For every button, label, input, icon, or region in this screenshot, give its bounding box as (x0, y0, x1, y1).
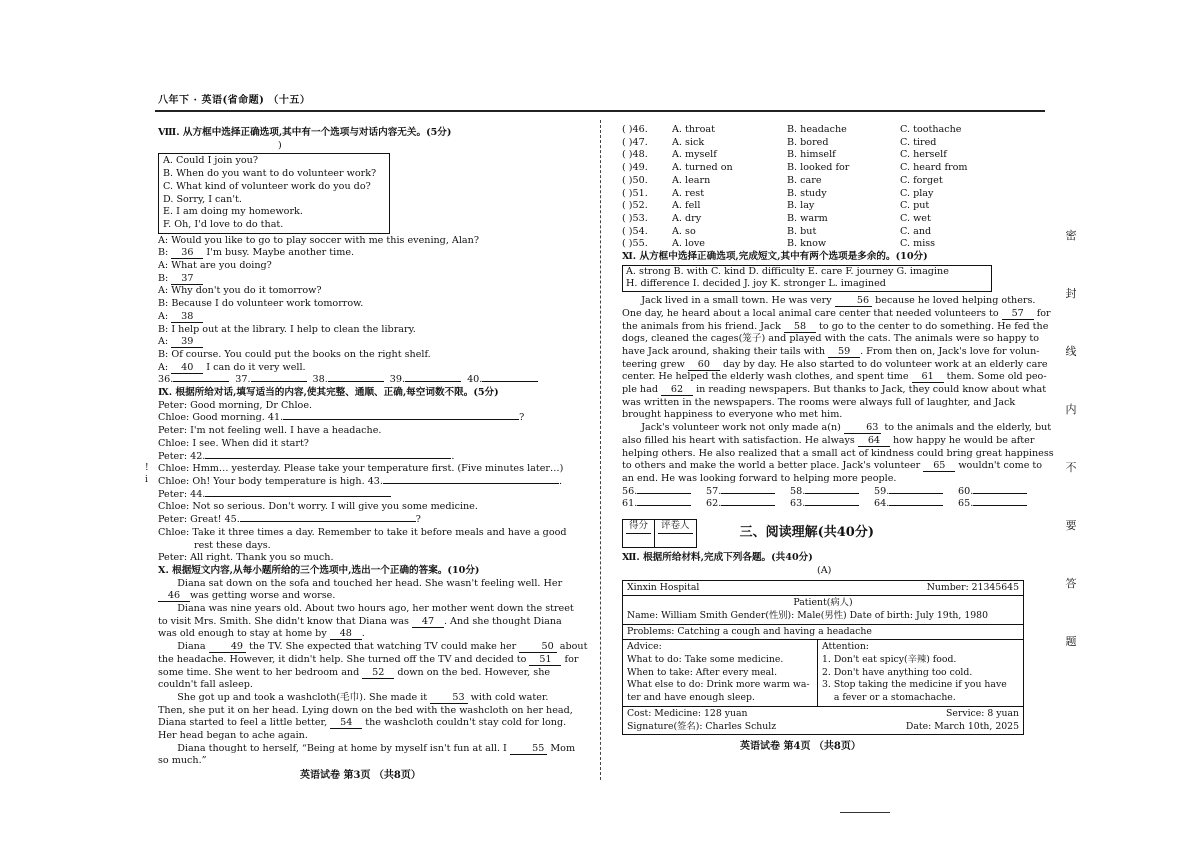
option-a: A. Could I join you? (163, 155, 258, 167)
blank-62[interactable]: 62 (661, 384, 693, 396)
choice-option[interactable]: C. toothache (900, 124, 962, 135)
choice-option[interactable]: B. looked for (787, 162, 850, 174)
section-8-paren: ) (278, 139, 282, 151)
option-b: B. When do you want to do volunteer work? (163, 168, 377, 180)
passage-line: have Jack around, shaking their tails with 59 . From then on, Jack's love for volun- (622, 345, 1040, 357)
blank-47[interactable]: 47 (412, 616, 444, 628)
answer-blank[interactable] (805, 493, 859, 494)
choice-row (622, 124, 1046, 137)
passage-line: Diana was nine years old. About two hours ago, her mother went down the street (177, 603, 574, 615)
answer-blank[interactable] (805, 505, 859, 506)
blank-64[interactable]: 64 (858, 435, 890, 447)
passage-line: was old enough to stay at home by 48 . (158, 628, 365, 640)
answer-blank[interactable] (637, 505, 691, 506)
header-rule (155, 110, 1045, 112)
grader-cell[interactable] (658, 534, 693, 547)
attention-title: Attention: (822, 641, 869, 653)
dialog-line: Peter: All right. Thank you so much. (158, 552, 334, 564)
answer-blank[interactable] (721, 505, 775, 506)
advice-title: Advice: (627, 641, 662, 653)
blank-38[interactable]: 38 (171, 311, 203, 323)
blank-46[interactable]: 46 (158, 590, 190, 602)
footer-rule (840, 812, 890, 813)
choice-option[interactable]: C. and (900, 225, 932, 237)
dialog-line: B: 37 (158, 273, 590, 286)
seal-char: 内 (1065, 403, 1077, 416)
choice-option[interactable]: C. miss (900, 238, 936, 250)
choice-option[interactable]: A. turned on (672, 162, 733, 174)
section-10-title: Ⅹ. 根据短文内容,从每小题所给的三个选项中,选出一个正确的答案。(10分) (158, 564, 480, 576)
passage-line: couldn't fall asleep. (158, 679, 253, 691)
passage-line: Diana sat down on the sofa and touched her head. She wasn't feeling well. Her (177, 577, 563, 589)
choice-row (622, 200, 1046, 213)
advice-line: When to take: After every meal. (627, 666, 778, 678)
dialog-line: Peter: I'm not feeling well. I have a headache. (158, 425, 382, 437)
dialog-line: A: Why don't you do it tomorrow? (158, 285, 322, 297)
answer-blank[interactable] (889, 493, 943, 494)
choice-option[interactable]: A. love (672, 238, 705, 250)
section-9-title: Ⅸ. 根据所给对话,填写适当的内容,使其完整、通顺、正确,每空词数不限。(5分) (158, 387, 499, 399)
question-number: ( )52. (622, 200, 648, 212)
answer-blank[interactable] (637, 493, 691, 494)
passage-line: ple had 62 in reading newspapers. But thanks to Jack, they could know about what (622, 384, 1047, 396)
blank-44[interactable] (205, 496, 391, 497)
seal-char: 要 (1065, 519, 1077, 532)
passage-line: 46 was getting worse and worse. (158, 590, 590, 603)
choice-option[interactable]: A. sick (672, 136, 705, 148)
answer-blank[interactable] (973, 493, 1027, 494)
passage-line: brought happiness to everyone who met him. (622, 409, 843, 421)
advice-attention-row (623, 640, 1023, 707)
options-box (158, 153, 390, 233)
dialog-line: B: Because I do volunteer work tomorrow. (158, 298, 364, 310)
passage-line: Diana started to feel a little better, 54 the washcloth couldn't stay cold for long. (158, 717, 567, 729)
passage-line: also filled his heart with satisfaction. He always 64 how happy he would be after (622, 434, 1035, 446)
attention-cell (818, 640, 1011, 706)
passage-line: so much.” (158, 755, 207, 767)
score-cell[interactable] (626, 534, 651, 547)
seal-char: 不 (1065, 461, 1077, 474)
score-label: 得分 (626, 520, 651, 534)
answer-blank[interactable] (889, 505, 943, 506)
choice-option[interactable]: B. warm (787, 212, 828, 224)
dialog-line: Peter: Good morning, Dr Chloe. (158, 399, 313, 411)
choice-option[interactable]: C. heard from (900, 162, 968, 174)
advice-line: ter and have enough sleep. (627, 692, 755, 704)
dialog-line: B: I help out at the library. I help to clean the library. (158, 323, 416, 335)
attention-line: 3. Stop taking the medicine if you have (822, 679, 1007, 691)
choice-option[interactable]: A. learn (672, 174, 711, 186)
margin-mark: ! (145, 463, 149, 473)
blank-36[interactable]: 36 (171, 247, 203, 259)
answer-blank[interactable] (405, 381, 461, 382)
section-3-header (622, 519, 1046, 548)
grader-label: 评卷人 (658, 520, 693, 534)
passage-line: an end. He was looking forward to helping more people. (622, 472, 897, 484)
attention-line: 2. Don't have anything too cold. (822, 666, 973, 678)
date-text: Date: March 10th, 2025 (905, 720, 1019, 732)
blank-61[interactable]: 61 (912, 371, 944, 383)
left-column (158, 127, 590, 783)
blank-65[interactable]: 65 (923, 460, 955, 472)
question-number: ( )46. (622, 124, 648, 135)
margin-marks (145, 462, 149, 486)
choice-option[interactable]: C. play (900, 187, 934, 199)
passage-line: Jack lived in a small town. He was very 56 because he loved helping others. (641, 295, 1036, 307)
dialog-line: B: 36 I'm busy. Maybe another time. (158, 247, 355, 259)
word-bank-line: H. difference I. decided J. joy K. stronger L. imagined (626, 278, 886, 290)
section-8-title: Ⅷ. 从方框中选择正确选项,其中有一个选项与对话内容无关。(5分) (158, 127, 452, 138)
advice-line: What else to do: Drink more warm wa- (627, 679, 810, 691)
passage-line: to others and make the world a better place. Jack's volunteer 65 wouldn't come to (622, 460, 1043, 472)
word-bank-box (622, 265, 992, 292)
choice-row (622, 137, 1046, 150)
cost-row (623, 707, 1023, 734)
passage-line: to visit Mrs. Smith. She didn't know that Diana was 47 . And she thought Diana (158, 615, 562, 627)
choice-option[interactable]: C. herself (900, 149, 947, 161)
seal-char: 题 (1065, 635, 1077, 648)
answer-row-56-60: 56. 57. 58. 59. 60. (622, 486, 1046, 499)
section-12-title: Ⅻ. 根据所给材料,完成下列各题。(共40分) (622, 552, 813, 564)
dialog-line: Chloe: I see. When did it start? (158, 437, 309, 449)
dialog-line: Peter: 42. . (158, 450, 455, 462)
advice-cell (623, 640, 818, 706)
passage-line: She got up and took a washcloth(毛巾). She made it 53 with cold water. (177, 691, 549, 703)
advice-line: What to do: Take some medicine. (627, 654, 784, 666)
choice-row (622, 162, 1046, 175)
seal-char: 封 (1065, 287, 1077, 300)
passage-line: One day, he heard about a local animal care center that needed volunteers to 57 for (622, 307, 1051, 319)
word-bank-line: A. strong B. with C. kind D. difficulty E. care F. journey G. imagine (626, 265, 949, 277)
seal-char: 线 (1065, 345, 1077, 358)
attention-line: a fever or a stomachache. (822, 692, 956, 704)
dialog-line: Chloe: Good morning. 41. ? (158, 412, 525, 424)
passage-line: Jack's volunteer work not only made a(n) 63 to the animals and the elderly, but (641, 422, 1052, 434)
page-footer-left: 英语试卷 第3页 （共8页） (300, 770, 421, 782)
answer-blank[interactable] (251, 381, 307, 382)
blank-37[interactable]: 37 (171, 273, 203, 285)
passage-line: some time. She went to her bedroom and 52 down on the bed. However, she (158, 666, 551, 678)
answer-blank[interactable] (482, 381, 538, 382)
dialog-line: Chloe: Oh! Your body temperature is high. 43. . (158, 475, 563, 487)
blank-63[interactable]: 63 (844, 422, 881, 434)
choice-row (622, 238, 1046, 251)
choice-option[interactable]: B. lay (787, 200, 815, 212)
choice-option[interactable]: A. myself (672, 149, 717, 161)
blank-52[interactable]: 52 (362, 667, 394, 679)
choice-option[interactable]: B. bored (787, 136, 829, 148)
answer-blank[interactable] (328, 381, 384, 382)
dialog-line: A: Would you like to go to play soccer with me this evening, Alan? (158, 234, 479, 246)
blank-50[interactable]: 50 (519, 641, 556, 653)
passage-line: helping others. He also realized that a small act of kindness could bring great happiness (622, 447, 1054, 459)
question-number: ( )54. (622, 225, 648, 237)
choice-option[interactable]: A. rest (672, 187, 705, 199)
patient-row (623, 596, 1023, 624)
section-11-title: Ⅺ. 从方框中选择正确选项,完成短文,其中有两个选项是多余的。(10分) (622, 251, 928, 263)
blank-51[interactable]: 51 (529, 654, 561, 666)
answer-blank[interactable] (721, 493, 775, 494)
blank-49[interactable]: 49 (209, 641, 246, 653)
choice-option[interactable]: B. know (787, 238, 827, 250)
choice-option[interactable]: C. forget (900, 174, 943, 186)
passage-label-a: (A) (817, 564, 832, 576)
service-text: Service: 8 yuan (946, 707, 1019, 719)
margin-mark: i (145, 475, 148, 485)
question-number: ( )55. (622, 238, 648, 250)
choice-option[interactable]: A. so (672, 225, 696, 237)
choice-option[interactable]: A. dry (672, 212, 702, 224)
option-c: C. What kind of volunteer work do you do? (163, 180, 371, 192)
score-table (622, 519, 697, 548)
question-number: ( )53. (622, 212, 648, 224)
choice-option[interactable]: A. throat (672, 124, 715, 135)
answer-row-61-65: 61. 62. 63. 64. 65. (622, 498, 1046, 511)
seal-char: 密 (1065, 229, 1077, 242)
blank-42[interactable] (205, 458, 451, 459)
question-number: ( )47. (622, 136, 648, 148)
blank-39[interactable]: 39 (171, 336, 203, 348)
dialog-line: A: What are you doing? (158, 260, 272, 272)
patient-heading: Patient(病人) (793, 597, 853, 609)
passage-line: was written in the newspapers. The rooms were always full of laughter, and Jack (622, 396, 1016, 408)
answer-blank[interactable] (973, 505, 1027, 506)
choice-row (622, 213, 1046, 226)
passage-line: Her head began to ache again. (158, 730, 308, 742)
problems-row: Problems: Catching a cough and having a headache (623, 625, 1023, 641)
blank-45[interactable] (240, 521, 416, 522)
patient-info: Name: William Smith Gender(性别): Male(男性) Date of birth: July 19th, 1980 (627, 609, 988, 621)
passage-line: center. He helped the elderly wash clothes, and spent time 61 them. Some old peo- (622, 371, 1047, 383)
passage-line: dogs, cleaned the cages(笼子) and played with the cats. The animals were so happy to (622, 333, 1040, 345)
choice-row (622, 188, 1046, 201)
question-number: ( )50. (622, 174, 648, 186)
blank-40[interactable]: 40 (171, 362, 203, 374)
option-d: D. Sorry, I can't. (163, 193, 242, 205)
dialog-line: Chloe: Hmm… yesterday. Please take your temperature first. (Five minutes later…) (158, 463, 564, 475)
blank-55[interactable]: 55 (510, 743, 547, 755)
answer-row-36-40: 36. 37. 38. 39. 40. (158, 374, 590, 387)
blank-59[interactable]: 59 (828, 346, 860, 358)
dialog-line: A: 38 (158, 311, 590, 324)
hospital-card (622, 580, 1024, 736)
blank-53[interactable]: 53 (430, 692, 467, 704)
choice-option[interactable]: B. study (787, 187, 827, 199)
signature-text: Signature(签名): Charles Schulz (627, 720, 777, 732)
blank-60[interactable]: 60 (688, 359, 720, 371)
card-header-row (623, 581, 1023, 597)
blank-56[interactable]: 56 (835, 295, 872, 307)
hospital-name: Xinxin Hospital (627, 581, 700, 593)
page-header: 八年下 · 英语(省命题) （十五） (158, 95, 311, 106)
record-number: Number: 21345645 (926, 581, 1019, 593)
attention-line: 1. Don't eat spicy(辛辣) food. (822, 654, 957, 666)
blank-54[interactable]: 54 (330, 717, 362, 729)
choice-row (622, 149, 1046, 162)
dialog-line: A: 40 I can do it very well. (158, 361, 306, 373)
passage-line: the animals from his friend. Jack 58 to go to the center to do something. He fed the (622, 320, 1049, 332)
cost-text: Cost: Medicine: 128 yuan (627, 707, 748, 719)
passage-line: Then, she put it on her head. Lying down on the bed with the washcloth on her head, (158, 704, 573, 716)
blank-58[interactable]: 58 (784, 321, 816, 333)
dialog-line: Chloe: Not so serious. Don't worry. I will give you some medicine. (158, 501, 478, 513)
dialog-line: B: Of course. You could put the books on the right shelf. (158, 348, 431, 360)
dialog-line: Peter: Great! 45. ? (158, 514, 421, 526)
column-divider (600, 120, 601, 780)
choice-row (622, 175, 1046, 188)
dialog-line: Chloe: Take it three times a day. Remember to take it before meals and have a good (158, 526, 567, 538)
option-e: E. I am doing my homework. (163, 206, 303, 218)
right-column (622, 124, 1054, 754)
choice-option[interactable]: C. put (900, 200, 930, 212)
choice-row (622, 226, 1046, 239)
question-number: ( )48. (622, 149, 648, 161)
dialog-line: A: 39 (158, 336, 590, 349)
blank-57[interactable]: 57 (1002, 308, 1034, 320)
seal-char: 答 (1065, 577, 1077, 590)
question-number: ( )51. (622, 187, 648, 199)
blank-48[interactable]: 48 (330, 628, 362, 640)
choice-option[interactable]: B. headache (787, 124, 847, 135)
passage-line: Diana 49 the TV. She expected that watching TV could make her 50 about (177, 641, 588, 653)
page-footer-right: 英语试卷 第4页 （共8页） (740, 741, 861, 753)
answer-blank[interactable] (173, 381, 229, 382)
passage-line: teering grew 60 day by day. He also started to do volunteer work at an elderly care (622, 358, 1048, 370)
blank-41[interactable] (283, 419, 519, 420)
choice-option[interactable]: C. tired (900, 136, 937, 148)
option-f: F. Oh, I'd love to do that. (163, 218, 284, 230)
choice-option[interactable]: C. wet (900, 212, 931, 224)
choice-list (622, 124, 1046, 251)
choice-option[interactable]: B. himself (787, 149, 836, 161)
seal-line-text (1062, 230, 1080, 694)
passage-line: the headache. However, it didn't help. She turned off the TV and decided to 51 for (158, 653, 579, 665)
section-3-title: 三、阅读理解(共40分) (739, 525, 874, 541)
choice-option[interactable]: B. but (787, 225, 817, 237)
dialog-line: rest these days. (194, 539, 271, 551)
blank-43[interactable] (383, 483, 559, 484)
choice-option[interactable]: A. fell (672, 200, 701, 212)
dialog-line: Peter: 44. (158, 489, 590, 502)
choice-option[interactable]: B. care (787, 174, 822, 186)
question-number: ( )49. (622, 162, 648, 174)
passage-line: Diana thought to herself, “Being at home by myself isn't fun at all. I 55 Mom (177, 742, 576, 754)
